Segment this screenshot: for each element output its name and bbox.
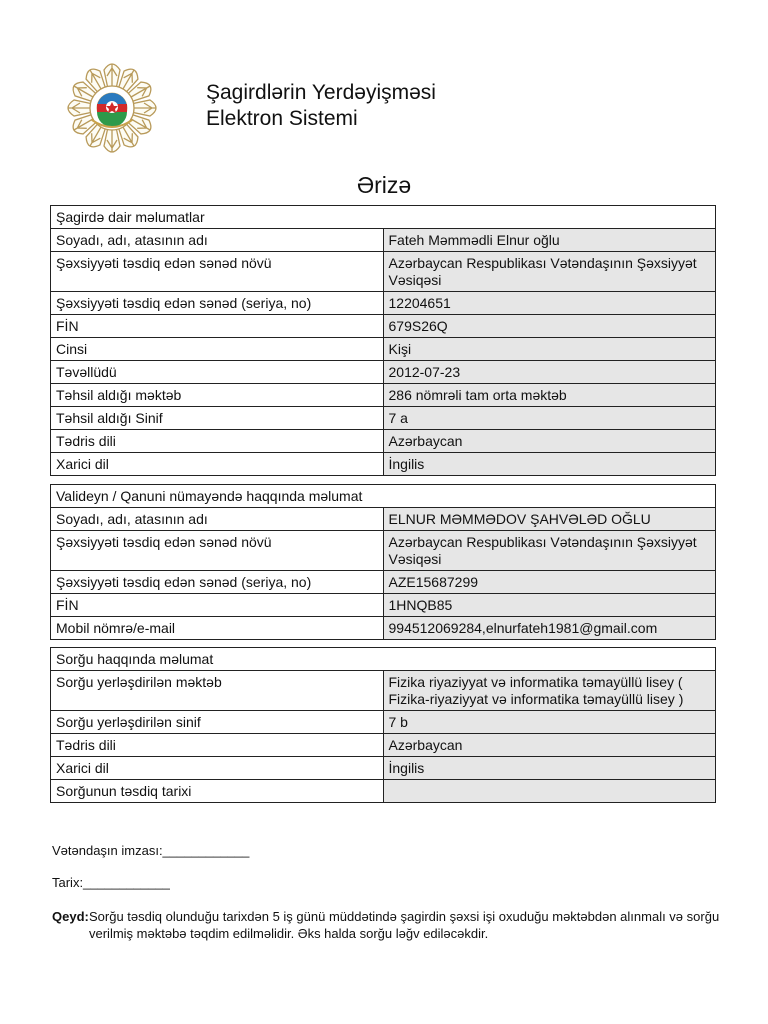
field-value: 12204651: [383, 292, 716, 315]
field-value: İngilis: [383, 757, 716, 780]
field-value: Azərbaycan: [383, 430, 716, 453]
field-label: Soyadı, adı, atasının adı: [51, 508, 384, 531]
table-row: [51, 594, 716, 617]
field-value: 286 nömrəli tam orta məktəb: [383, 384, 716, 407]
table-row: [51, 430, 716, 453]
field-value: 679S26Q: [383, 315, 716, 338]
field-label: Sorğu yerləşdirilən sinif: [51, 711, 384, 734]
field-label: Soyadı, adı, atasının adı: [51, 229, 384, 252]
field-value: ELNUR MƏMMƏDOV ŞAHVƏLƏD OĞLU: [383, 508, 716, 531]
section-heading: Valideyn / Qanuni nümayəndə haqqında məlumat: [51, 485, 716, 508]
field-value: Fizika riyaziyyat və informatika təmayüllü lisey ( Fizika-riyaziyyat və informatika təmayüllü lisey ): [383, 671, 716, 711]
table-row: [51, 292, 716, 315]
field-label: Şəxsiyyəti təsdiq edən sənəd növü: [51, 252, 384, 292]
table-row: [51, 780, 716, 803]
emblem-logo: [52, 46, 172, 170]
field-label: Təvəllüdü: [51, 361, 384, 384]
table-row: [51, 315, 716, 338]
field-value: Azərbaycan Respublikası Vətəndaşının Şəxsiyyət Vəsiqəsi: [383, 531, 716, 571]
document-title: Ərizə: [356, 172, 412, 198]
field-label: Mobil nömrə/e-mail: [51, 617, 384, 640]
student-info-table: [50, 205, 716, 476]
table-row: [51, 757, 716, 780]
field-value: [383, 780, 716, 803]
field-label: Təhsil aldığı Sinif: [51, 407, 384, 430]
field-value: 994512069284,elnurfateh1981@gmail.com: [383, 617, 716, 640]
table-row: [51, 384, 716, 407]
system-title-line2: Elektron Sistemi: [206, 107, 358, 130]
system-title: [206, 80, 436, 132]
section-heading: Şagirdə dair məlumatlar: [51, 206, 716, 229]
field-label: FİN: [51, 315, 384, 338]
system-title-line1: Şagirdlərin Yerdəyişməsi: [206, 81, 436, 104]
field-value: AZE15687299: [383, 571, 716, 594]
field-label: FİN: [51, 594, 384, 617]
table-row: [51, 453, 716, 476]
section-heading: Sorğu haqqında məlumat: [51, 648, 716, 671]
date-line: Tarix:____________: [52, 875, 170, 890]
field-label: Xarici dil: [51, 757, 384, 780]
table-row: [51, 229, 716, 252]
field-label: Xarici dil: [51, 453, 384, 476]
table-row: [51, 531, 716, 571]
field-value: 2012-07-23: [383, 361, 716, 384]
field-label: Şəxsiyyəti təsdiq edən sənəd (seriya, no): [51, 292, 384, 315]
field-value: İngilis: [383, 453, 716, 476]
request-info-table: [50, 647, 716, 803]
field-label: Cinsi: [51, 338, 384, 361]
field-label: Sorğu yerləşdirilən məktəb: [51, 671, 384, 711]
field-label: Tədris dili: [51, 430, 384, 453]
table-row: [51, 252, 716, 292]
parent-info-table: [50, 484, 716, 640]
table-row: [51, 671, 716, 711]
field-label: Şəxsiyyəti təsdiq edən sənəd (seriya, no): [51, 571, 384, 594]
signature-line: Vətəndaşın imzası:____________: [52, 843, 250, 858]
note-text: Sorğu təsdiq olunduğu tarixdən 5 iş günü müddətində şagirdin şəxsi işi oxuduğu məktəbdən alınmalı və sorğu verilmiş məktəbə təqdim edilməlidir. Əks halda sorğu ləğv ediləcəkdir.: [89, 909, 720, 941]
field-label: Sorğunun təsdiq tarixi: [51, 780, 384, 803]
field-value: Azərbaycan: [383, 734, 716, 757]
note-block: [52, 908, 722, 942]
field-label: Şəxsiyyəti təsdiq edən sənəd növü: [51, 531, 384, 571]
field-label: Təhsil aldığı məktəb: [51, 384, 384, 407]
table-row: [51, 407, 716, 430]
table-row: [51, 571, 716, 594]
table-row: [51, 508, 716, 531]
table-row: [51, 338, 716, 361]
field-value: Azərbaycan Respublikası Vətəndaşının Şəxsiyyət Vəsiqəsi: [383, 252, 716, 292]
note-label: Qeyd:: [52, 909, 89, 924]
table-row: [51, 711, 716, 734]
field-value: Kişi: [383, 338, 716, 361]
table-row: [51, 734, 716, 757]
field-label: Tədris dili: [51, 734, 384, 757]
table-row: [51, 617, 716, 640]
field-value: 7 a: [383, 407, 716, 430]
field-value: 1HNQB85: [383, 594, 716, 617]
field-value: 7 b: [383, 711, 716, 734]
table-row: [51, 361, 716, 384]
field-value: Fateh Məmmədli Elnur oğlu: [383, 229, 716, 252]
